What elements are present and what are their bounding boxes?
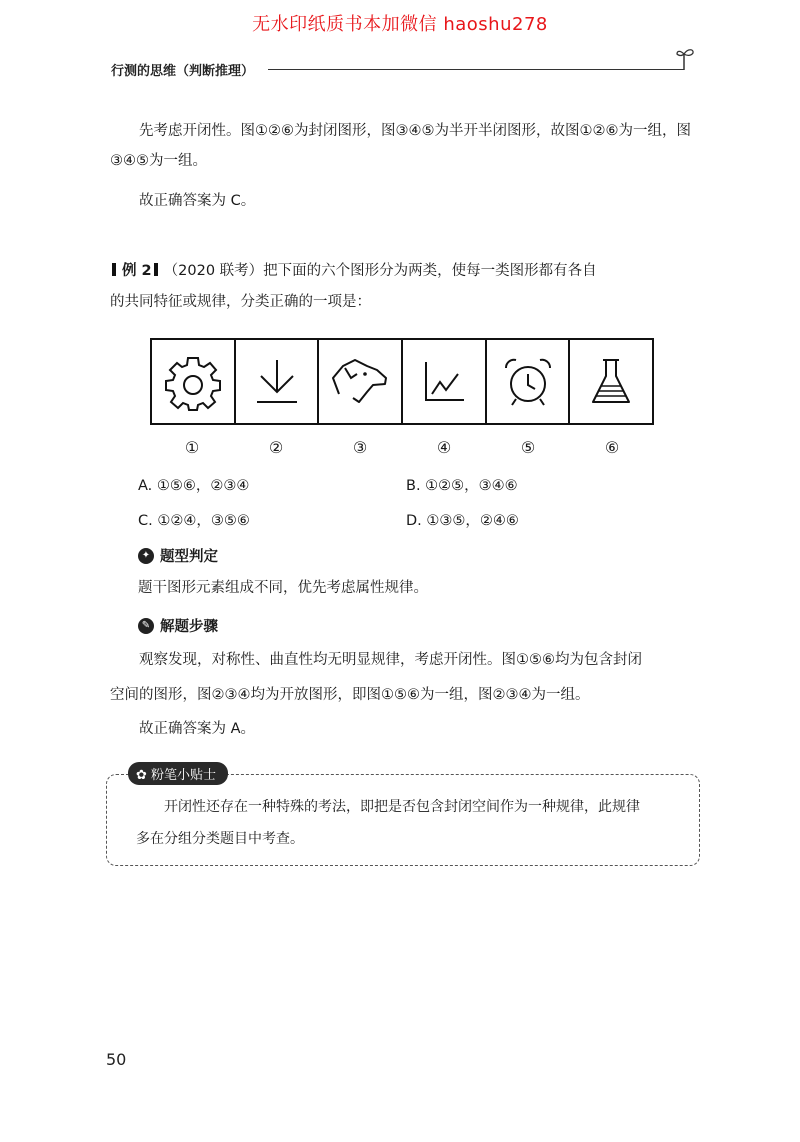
download-arrow-icon — [247, 352, 307, 412]
section-steps-answer: 故正确答案为 A。 — [139, 721, 256, 737]
figure-number-1: ① — [184, 438, 200, 457]
alarm-clock-icon — [498, 352, 558, 412]
figure-cell-4 — [403, 340, 487, 423]
section-steps-line-1: 观察发现，对称性、曲直性均无明显规律，考虑开闭性。图①⑤⑥均为包含封闭 — [139, 652, 642, 668]
pen-icon: ✎ — [138, 618, 154, 634]
figure-number-2: ② — [268, 438, 284, 457]
section-steps-title: 解题步骤 — [160, 619, 218, 635]
sprout-icon — [676, 42, 704, 74]
section-steps-line-2: 空间的图形，图②③④均为开放图形，即图①⑤⑥为一组，图②③④为一组。 — [110, 687, 590, 703]
gear-icon — [163, 352, 223, 412]
prev-answer: 故正确答案为 C。 — [139, 193, 256, 209]
compass-icon: ✦ — [138, 548, 154, 564]
dog-head-icon — [329, 352, 391, 412]
tip-sprout-icon: ✿ — [136, 768, 152, 783]
running-header: 行测的思维（判断推理） — [111, 64, 255, 79]
section-type-title: 题型判定 — [160, 549, 218, 565]
section-steps-heading — [138, 615, 218, 636]
tip-line-1: 开闭性还存在一种特殊的考法，即把是否包含封闭空间作为一种规律，此规律 — [164, 799, 640, 815]
line-chart-icon — [414, 352, 474, 412]
figure-number-4: ④ — [436, 438, 452, 457]
figure-number-5: ⑤ — [520, 438, 536, 457]
question-line-1: （2020 联考）把下面的六个图形分为两类，使每一类图形都有各自 — [163, 263, 597, 279]
tip-line-2: 多在分组分类题目中考查。 — [136, 831, 304, 847]
tag-bar-right — [154, 263, 158, 276]
section-type-heading — [138, 545, 218, 566]
example-question — [110, 256, 702, 318]
tip-label-text: 粉笔小贴士 — [151, 768, 217, 783]
page-number: 50 — [106, 1050, 127, 1069]
figure-row — [150, 338, 654, 425]
option-d[interactable]: D. ①③⑤，②④⑥ — [406, 513, 519, 529]
figure-number-3: ③ — [352, 438, 368, 457]
figure-number-6: ⑥ — [604, 438, 620, 457]
figure-number-row — [150, 438, 654, 457]
figure-cell-3 — [319, 340, 403, 423]
figure-cell-2 — [236, 340, 320, 423]
header-rule — [268, 69, 684, 70]
tip-text — [136, 791, 676, 855]
flask-icon — [581, 352, 641, 412]
tag-bar-left — [112, 263, 116, 276]
question-line-2: 的共同特征或规律，分类正确的一项是： — [110, 294, 371, 310]
option-b[interactable]: B. ①②⑤，③④⑥ — [406, 478, 518, 494]
watermark-text: 无水印纸质书本加微信 haoshu278 — [252, 14, 548, 35]
figure-cell-1 — [152, 340, 236, 423]
option-a[interactable]: A. ①⑤⑥，②③④ — [138, 478, 250, 494]
section-type-text: 题干图形元素组成不同，优先考虑属性规律。 — [138, 580, 428, 596]
prev-solution-paragraph: 先考虑开闭性。图①②⑥为封闭图形，图③④⑤为半开半闭图形，故图①②⑥为一组，图③④⑤为一组。 — [110, 123, 691, 169]
figure-cell-6 — [570, 340, 652, 423]
example-tag: 例 2 — [122, 263, 152, 279]
tip-label — [128, 762, 228, 785]
figure-cell-5 — [487, 340, 571, 423]
option-c[interactable]: C. ①②④，③⑤⑥ — [138, 513, 250, 529]
